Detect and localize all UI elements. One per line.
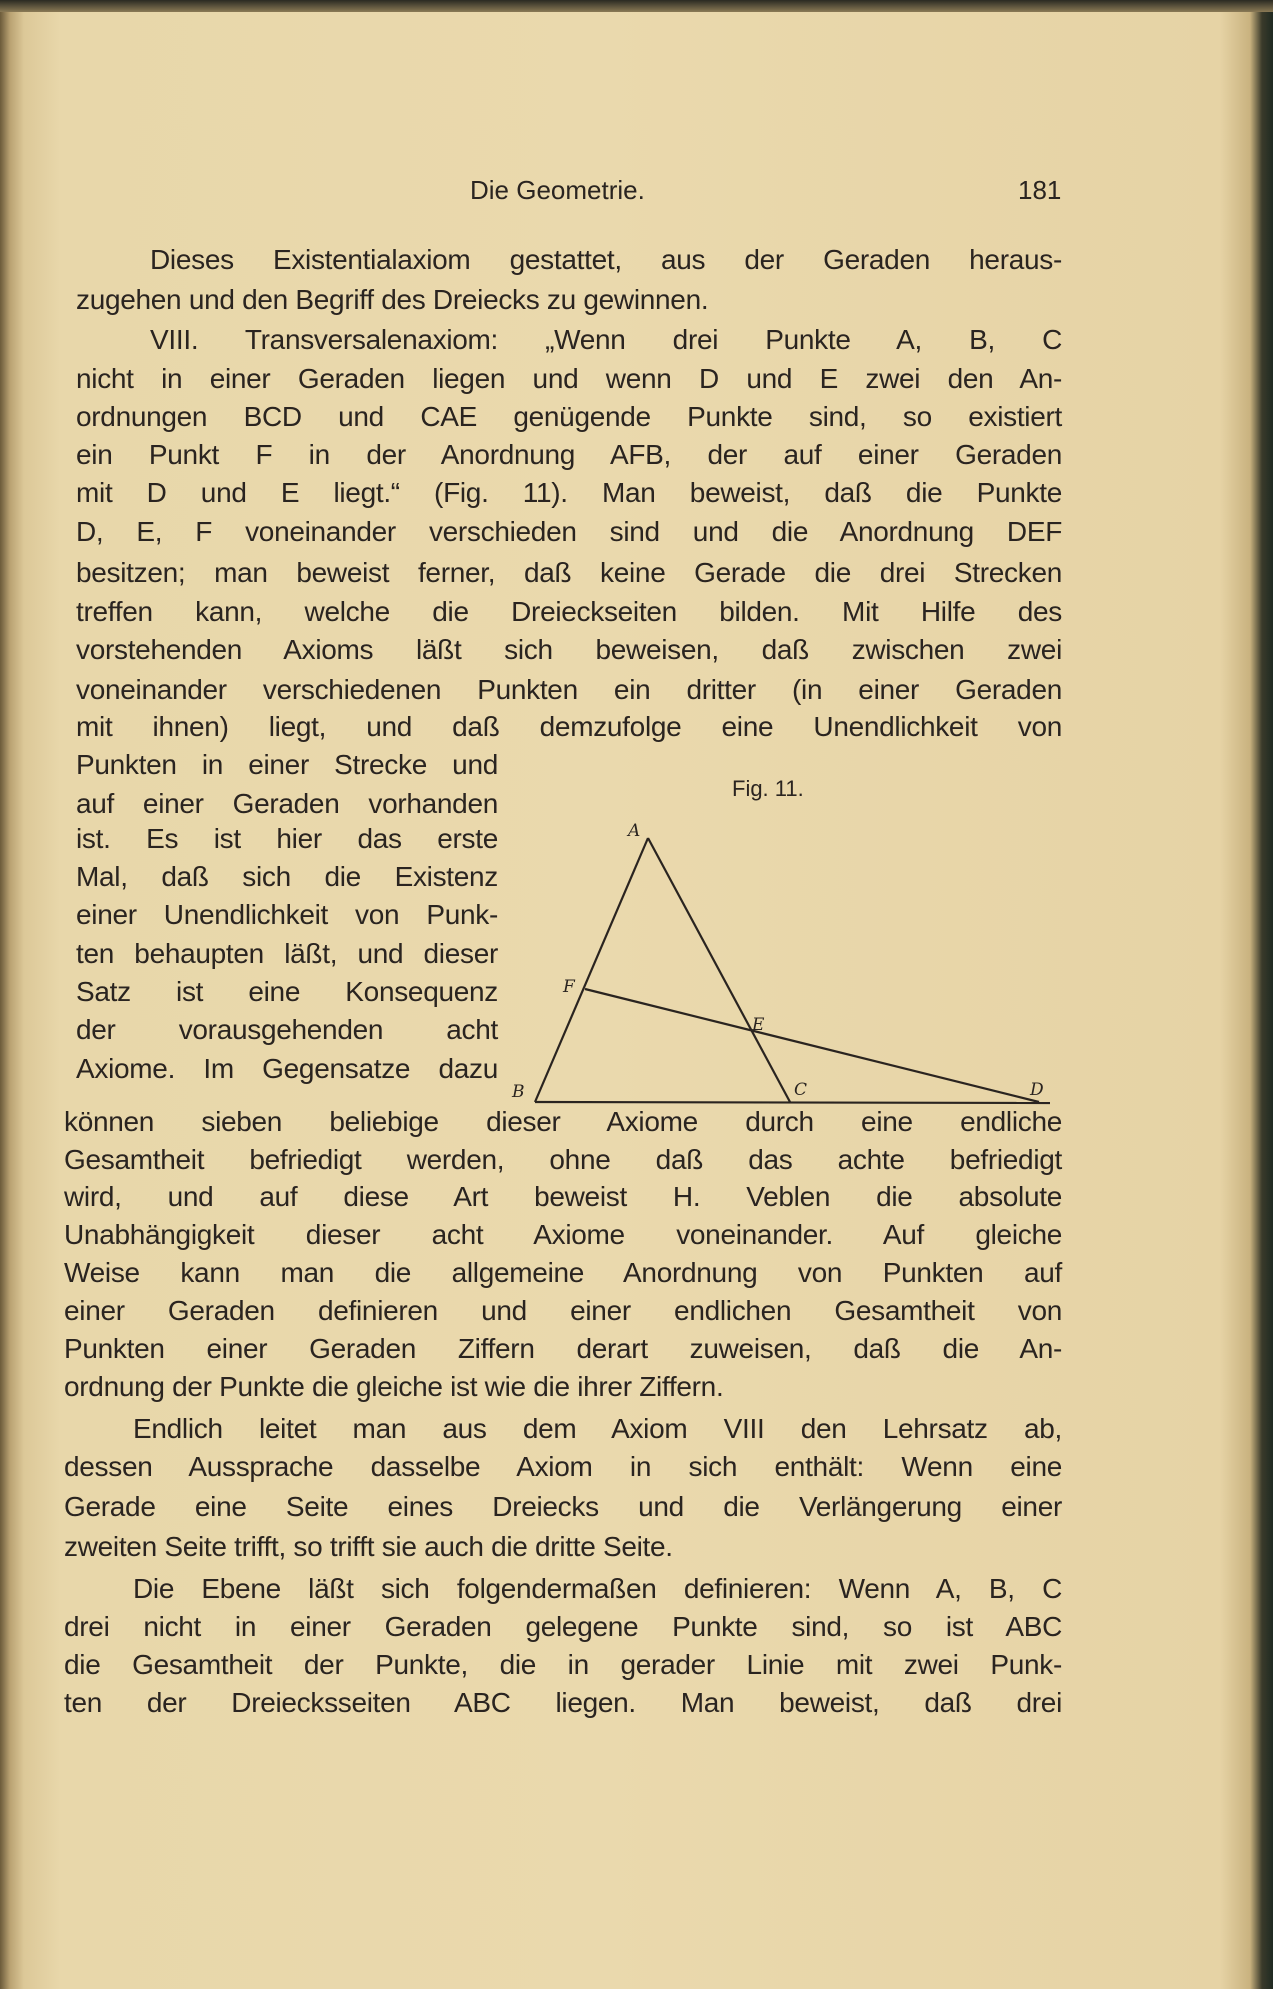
label-C: C [794,1080,808,1100]
text-line: ordnungen BCD und CAE genügende Punkte sind, so existiert [76,401,1062,432]
text-line: einer Unendlichkeit von Punk- [76,899,498,930]
text-line: ein Punkt F in der Anordnung AFB, der auf einer Geraden [76,439,1062,470]
text-line: zugehen und den Begriff des Dreiecks zu gewinnen. [76,284,709,315]
text-line: dessen Aussprache dasselbe Axiom in sich enthält: Wenn eine [64,1451,1062,1482]
text-line: voneinander verschiedenen Punkten ein dritter (in einer Geraden [76,674,1062,705]
text-line: einer Geraden definieren und einer endlichen Gesamtheit von [64,1295,1062,1326]
text-line: Gerade eine Seite eines Dreiecks und die Verlängerung einer [64,1491,1062,1522]
text-line: D, E, F voneinander verschieden sind und die Anordnung DEF [76,516,1062,547]
text-line: Dieses Existentialaxiom gestattet, aus der Geraden heraus- [150,244,1062,275]
text-line: ten behaupten läßt, und dieser [76,938,498,969]
text-line: wird, und auf diese Art beweist H. Veblen die absolute [64,1181,1062,1212]
scan-top-edge [0,0,1273,12]
text-line: Punkten einer Geraden Ziffern derart zuweisen, daß die An- [64,1333,1062,1364]
text-line: können sieben beliebige dieser Axiome durch eine endliche [64,1106,1062,1137]
text-line: Mal, daß sich die Existenz [76,861,498,892]
text-line: mit ihnen) liegt, und daß demzufolge eine Unendlichkeit von [76,711,1062,742]
running-title: Die Geometrie. [470,175,645,205]
label-A: A [628,821,641,841]
line-BD [535,1102,1050,1103]
text-line: Satz ist eine Konsequenz [76,976,498,1007]
text-line: auf einer Geraden vorhanden [76,788,498,819]
text-line: VIII. Transversalenaxiom: „Wenn drei Punkte A, B, C [150,324,1062,355]
label-F: F [563,977,575,997]
text-line: Gesamtheit befriedigt werden, ohne daß das achte befriedigt [64,1144,1062,1175]
page-number: 181 [1018,175,1062,205]
text-line: Endlich leitet man aus dem Axiom VIII den Lehrsatz ab, [133,1413,1062,1444]
text-line: treffen kann, welche die Dreieckseiten bilden. Mit Hilfe des [76,596,1062,627]
text-line: Punkten in einer Strecke und [76,749,498,780]
text-line: Weise kann man die allgemeine Anordnung von Punkten auf [64,1257,1062,1288]
text-line: ten der Dreiecksseiten ABC liegen. Man beweist, daß drei [64,1687,1062,1718]
label-E: E [752,1015,765,1035]
text-line: ist. Es ist hier das erste [76,823,498,854]
text-line: vorstehenden Axioms läßt sich beweisen, daß zwischen zwei [76,634,1062,665]
text-line: ordnung der Punkte die gleiche ist wie die ihrer Ziffern. [64,1371,724,1402]
text-line: die Gesamtheit der Punkte, die in gerader Linie mit zwei Punk- [64,1649,1062,1680]
text-line: mit D und E liegt.“ (Fig. 11). Man beweist, daß die Punkte [76,477,1062,508]
text-line: Die Ebene läßt sich folgendermaßen definieren: Wenn A, B, C [133,1573,1062,1604]
line-FD [585,989,1039,1102]
figure-caption: Fig. 11. [732,776,804,801]
text-line: der vorausgehenden acht [76,1014,498,1045]
segment-AC [648,838,790,1102]
segment-AB [535,838,648,1102]
text-line: zweiten Seite trifft, so trifft sie auch die dritte Seite. [64,1531,673,1562]
figure-11-triangle-diagram [500,810,1080,1106]
text-line: nicht in einer Geraden liegen und wenn D und E zwei den An- [76,363,1062,394]
text-line: Axiome. Im Gegensatze dazu [76,1053,498,1084]
label-D: D [1030,1080,1044,1100]
text-line: besitzen; man beweist ferner, daß keine Gerade die drei Strecken [76,557,1062,588]
text-line: Unabhängigkeit dieser acht Axiome voneinander. Auf gleiche [64,1219,1062,1250]
label-B: B [512,1082,525,1102]
text-line: drei nicht in einer Geraden gelegene Punkte sind, so ist ABC [64,1611,1062,1642]
